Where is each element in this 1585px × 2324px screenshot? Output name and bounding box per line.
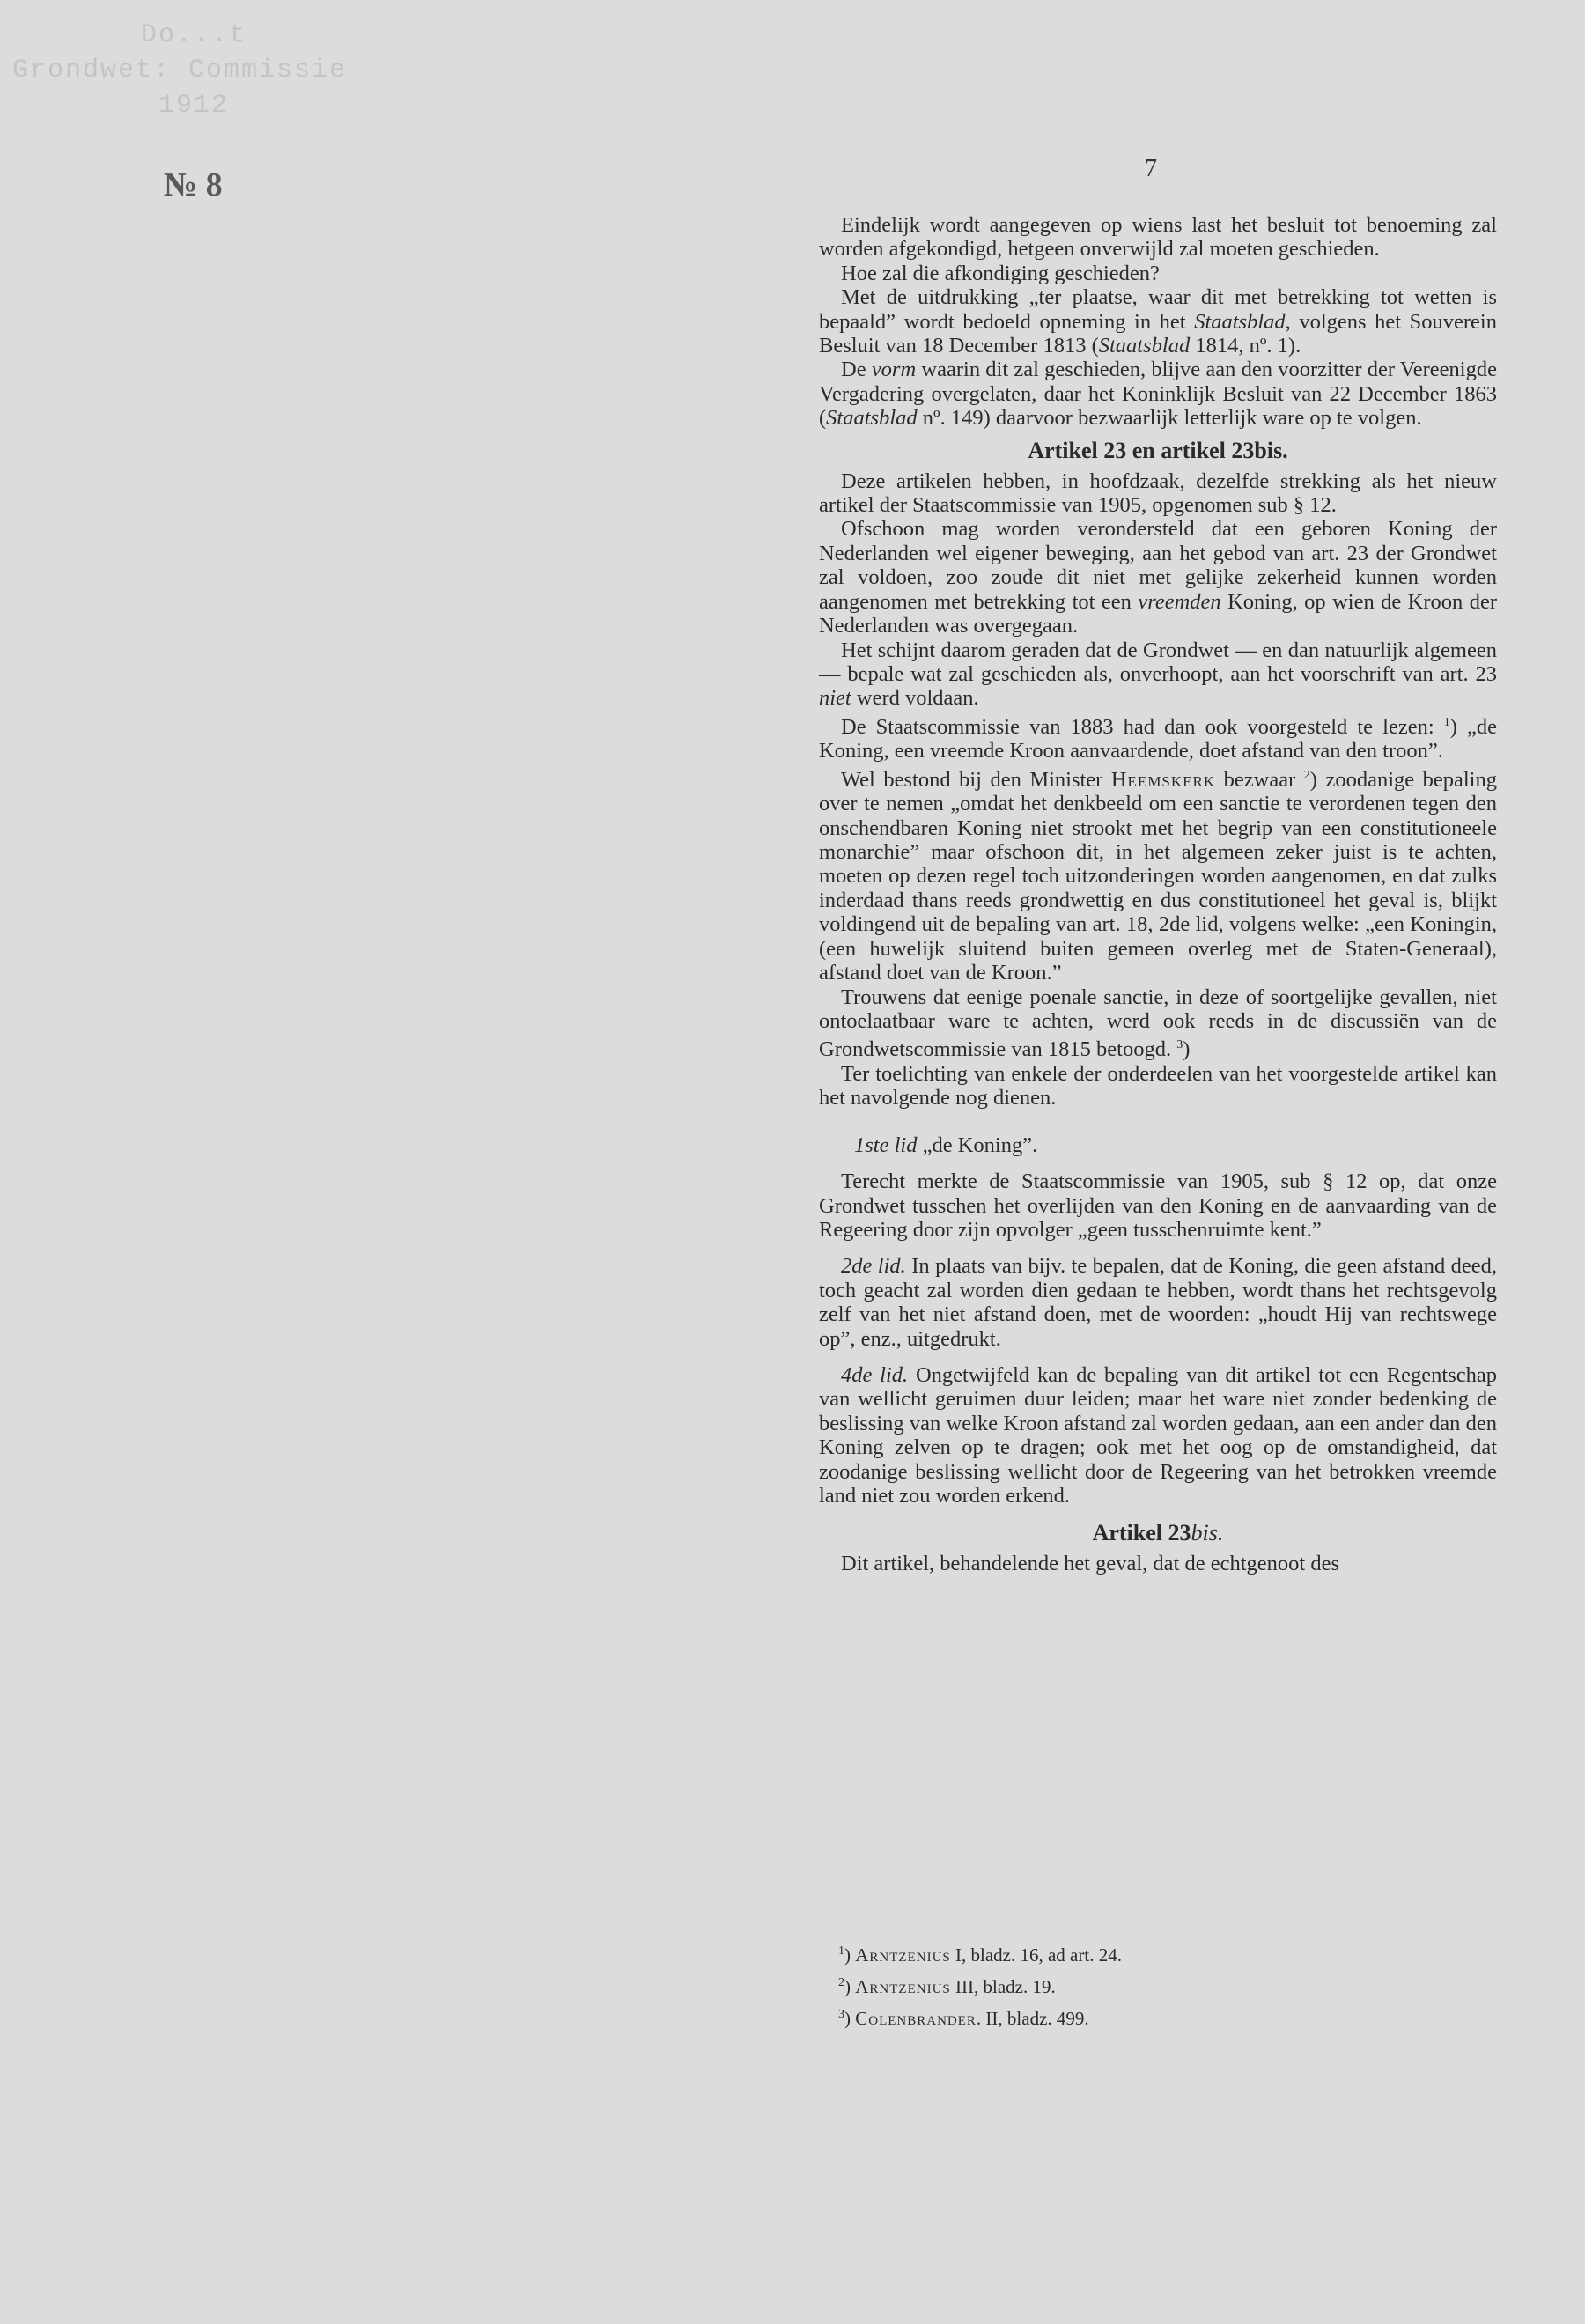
lid-label: 4de lid.: [841, 1362, 909, 1387]
footnote: $^3$) Colenbrander. II, bladz. 499.: [838, 2008, 1089, 2029]
footnote: $^2$) Arntzenius III, bladz. 19.: [838, 1976, 1056, 1997]
footnote-mark: 3: [838, 2008, 844, 2021]
paragraph-text: waarin dit zal geschieden, blijve aan den voorzitter der Vereenigde Vergadering overgelaten, daar het Koninklijk Besluit van 22 December 1863 (: [819, 358, 1497, 431]
italic-text: Staatsblad: [826, 406, 918, 431]
person-name: Heemskerk: [1110, 767, 1216, 792]
paragraph: [819, 985, 1497, 1062]
footnote-mark: 1: [838, 1944, 844, 1958]
italic-text: niet: [819, 686, 851, 711]
archive-stamp: [0, 18, 405, 123]
stamp-line-1: Do...t: [141, 20, 247, 50]
paragraph: [819, 517, 1497, 638]
author-name: Colenbrander: [855, 2008, 977, 2029]
paragraph-text: ) „de Koning, een vreemde Kroon aanvaardende, doet afstand van den troon”.: [819, 714, 1497, 764]
italic-text: vreemden: [1138, 589, 1221, 614]
page-number: 7: [1145, 155, 1157, 182]
paragraph-text: De: [841, 358, 872, 382]
paragraph: [819, 213, 1497, 262]
paragraph-text: 1814, nº. 1).: [1190, 334, 1301, 358]
paragraph-text: In plaats van bijv. te bepalen, dat de Koning, die geen afstand deed, toch geacht zal worden dien gedaan te hebben, wordt thans het rechtsgevolg zelf van het niet afstand doen, met de woorden: „houdt Hij van rechtswege op”, enz., uitgedrukt.: [819, 1254, 1498, 1351]
stamp-line-2: Grondwet: Commissie: [12, 55, 348, 85]
paragraph-text: ): [1183, 1037, 1191, 1062]
paragraph-text: werd voldaan.: [851, 686, 979, 711]
paragraph: Terecht merkte de Staatscommissie van 1905, sub § 12 op, dat onze Grondwet tusschen het overlijden van den Koning en de aanvaarding van de Regeering door zijn opvolger „geen tusschenruimte kent.”: [819, 1169, 1497, 1242]
italic-text: vorm: [871, 358, 917, 382]
paragraph: [819, 764, 1497, 985]
footnote: $^1$) Arntzenius I, bladz. 16, ad art. 24.: [838, 1944, 1122, 1966]
paragraph-text: Koning, op wien de Kroon der Nederlanden was overgegaan.: [819, 589, 1497, 638]
heading-suffix: bis.: [1191, 1520, 1224, 1546]
paragraph-text: Eindelijk wordt aangegeven op wiens last het besluit tot benoeming zal worden afgekondigd, hetgeen onverwijld zal moeten geschieden.: [819, 213, 1497, 262]
paragraph-text: Wel bestond bij den Minister: [841, 767, 1111, 792]
footnotes: [838, 1937, 1411, 2033]
paragraph-text: ) zoodanige bepaling over te nemen „omdat het denkbeeld om een sanctie te verordenen tegen den onschendbaren Koning niet strookt met het begrip van een constitutioneele monarchie” maar ofschoon dit, in het algemeen zeker juist is te achten, moeten op dezen regel toch uitzonderingen worden aangenomen, en dat zulks inderdaad thans reeds grondwettig en dus constitutioneel het geval is, blijkt voldingend uit de bepaling van art. 18, 2de lid, volgens welke: „een Koningin, (een huwelijk sluitend buiten gemeen overleg met de Staten-Generaal), afstand doet van de Kroon.”: [819, 767, 1497, 985]
paragraph-text: Met de uitdrukking „ter plaatse, waar dit met betrekking tot wetten is bepaald” wordt bedoeld opneming in het: [819, 285, 1497, 334]
italic-text: Staatsblad: [1194, 309, 1286, 334]
paragraph-text: Het schijnt daarom geraden dat de Grondwet — en dan natuurlijk algemeen — bepale wat zal geschieden als, onverhoopt, aan het voorschrift van art. 23: [819, 638, 1497, 686]
paragraph: Ter toelichting van enkele der onderdeelen van het voorgestelde artikel kan het navolgende nog dienen.: [819, 1061, 1497, 1110]
italic-text: Staatsblad: [1098, 334, 1191, 358]
heading-text: Artikel 23: [1092, 1520, 1191, 1546]
paragraph-text: Hoe zal die afkondiging geschieden?: [841, 261, 1160, 285]
paragraph: [819, 285, 1497, 358]
footnote-ref[interactable]: 2: [1303, 768, 1310, 782]
lid-paragraph: [819, 1254, 1497, 1351]
paragraph-text: Ongetwijfeld kan de bepaling van dit artikel tot een Regentschap van wellicht geruimen duur leiden; maar het ware niet zonder bedenking de beslissing van welke Kroon afstand zal worden gedaan, aan een ander dan den Koning zelven op te dragen; ook met het oog op de omstandigheid, dat zoodanige beslissing wellicht door de Regeering van het betrokken vreemde land niet zou worden erkend.: [819, 1362, 1497, 1508]
paragraph-text: Ofschoon mag worden verondersteld dat een geboren Koning der Nederlanden wel eigener beweging, aan het gebod van art. 23 der Grondwet zal voldoen, zoo zoude dit niet met gelijke zekerheid kunnen worden aangenomen met betrekking tot een: [819, 517, 1497, 614]
paragraph: [819, 638, 1497, 711]
paragraph: [819, 358, 1497, 430]
footnote-ref[interactable]: 3: [1176, 1038, 1183, 1052]
author-name: Arntzenius: [855, 1944, 951, 1966]
paragraph: Deze artikelen hebben, in hoofdzaak, dezelfde strekking als het nieuw artikel der Staatscommissie van 1905, opgenomen sub § 12.: [819, 468, 1497, 518]
section-heading-article-23bis: [819, 1520, 1497, 1546]
paragraph-text: nº. 149) daarvoor bezwaarlijk letterlijk ware op te volgen.: [917, 406, 1422, 431]
footnote-mark: 2: [838, 1976, 844, 1989]
author-name: Arntzenius: [855, 1976, 951, 1997]
footnote-ref[interactable]: 1: [1443, 715, 1450, 729]
lid-paragraph: [819, 1133, 1497, 1157]
lid-paragraph: [819, 1363, 1497, 1508]
paragraph-text: bezwaar: [1215, 767, 1304, 792]
stamp-number: № 8: [164, 166, 223, 203]
paragraph: Dit artikel, behandelende het geval, dat de echtgenoot des: [841, 1552, 1340, 1576]
footnote-text: I, bladz. 16, ad art. 24.: [950, 1944, 1122, 1966]
footnote-text: III, bladz. 19.: [950, 1976, 1056, 1997]
stamp-line-3: 1912: [158, 91, 230, 121]
paragraph-text: Trouwens dat eenige poenale sanctie, in deze of soortgelijke gevallen, niet ontoelaatbaar ware te achten, werd ook reeds in de discussiën van de Grondwetscommissie van 1815 betoogd.: [819, 985, 1497, 1062]
paragraph: [819, 262, 1497, 285]
paragraph-text: , volgens het Souverein Besluit van 18 December 1813 (: [819, 309, 1497, 358]
main-text-column: [819, 213, 1497, 1576]
paragraph-text: De Staatscommissie van 1883 had dan ook voorgesteld te lezen:: [841, 714, 1444, 739]
section-heading-article-23: Artikel 23 en artikel 23bis.: [1028, 437, 1288, 463]
lid-label: 1ste lid: [854, 1132, 918, 1157]
footnote-text: . II, bladz. 499.: [976, 2008, 1089, 2029]
paragraph: [819, 711, 1497, 764]
paragraph-text: „de Koning”.: [917, 1132, 1038, 1157]
lid-label: 2de lid.: [841, 1254, 906, 1279]
